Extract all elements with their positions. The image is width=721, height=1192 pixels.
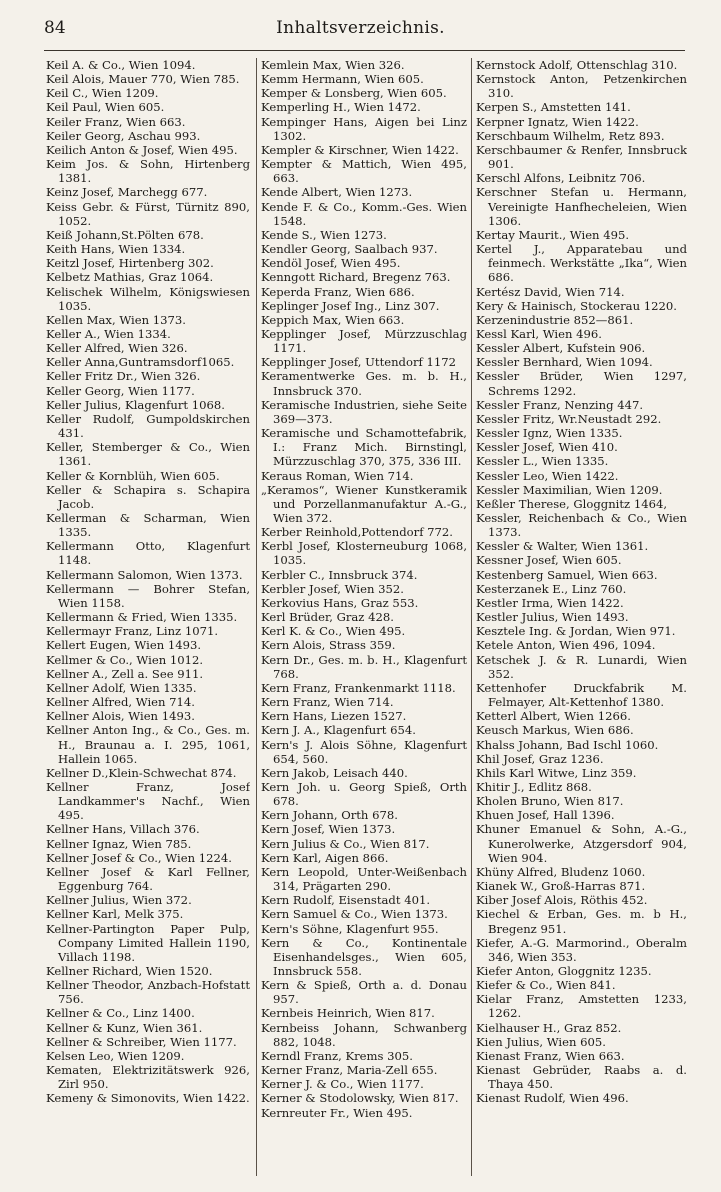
index-entry: Kielhauser H., Graz 852.	[476, 1020, 622, 1035]
index-entry: Kellner & Schreiber, Wien 1177.	[46, 1034, 237, 1049]
page-number: 84	[44, 18, 66, 38]
index-entry: Kellner Theodor, Anzbach-Hofstatt 756.	[46, 978, 250, 1007]
index-entry: Kellner Josef & Karl Fellner, Eggenburg 764.	[46, 864, 250, 894]
index-entry: Kellerman & Scharman, Wien 1335.	[46, 511, 250, 540]
index-entry: Kerl K. & Co., Wien 495.	[261, 624, 406, 639]
index-entry: Kern Josef, Wien 1373.	[261, 822, 396, 837]
index-entry: Kellermann Otto, Klagenfurt 1148.	[46, 539, 250, 568]
page-header	[0, 18, 721, 42]
index-entry: Kerl Brüder, Graz 428.	[261, 610, 394, 625]
index-entry: Kemm Hermann, Wien 605.	[261, 72, 424, 87]
index-entry: Kiefer & Co., Wien 841.	[476, 978, 616, 993]
index-entry: Kessler Ignz, Wien 1335.	[476, 426, 623, 441]
index-entry: Kertel J., Apparatebau und feinmech. Werkstätte „Ika“, Wien 686.	[476, 242, 687, 285]
index-entry: Kerpen S., Amstetten 141.	[476, 100, 631, 115]
index-entry: Kemperling H., Wien 1472.	[261, 100, 421, 115]
index-entry: Kesztele Ing. & Jordan, Wien 971.	[476, 624, 676, 639]
index-entry: Kessler, Reichenbach & Co., Wien 1373.	[476, 511, 687, 540]
index-entry: Kernreuter Fr., Wien 495.	[261, 1105, 413, 1120]
index-entry: Kern & Spieß, Orth a. d. Donau 957.	[261, 978, 467, 1007]
index-entry: Kessler Leo, Wien 1422.	[476, 468, 619, 483]
index-entry: Khil Josef, Graz 1236.	[476, 751, 604, 766]
index-entry: Kessner Josef, Wien 605.	[476, 553, 622, 568]
index-entry: Kern Julius & Co., Wien 817.	[261, 836, 430, 851]
index-entry: Keil Paul, Wien 605.	[46, 100, 165, 115]
index-entry: Kerkovius Hans, Graz 553.	[261, 595, 419, 610]
index-entry: „Keramos“, Wiener Kunstkeramik und Porzellanmanufaktur A.-G., Wien 372.	[261, 482, 467, 525]
index-entry: Khüny Alfred, Bludenz 1060.	[476, 864, 646, 879]
index-entry: Kempter & Mattich, Wien 495, 663.	[261, 157, 467, 186]
index-entry: Kettenhofer Druckfabrik M. Felmayer, Alt-Kettenhof 1380.	[476, 680, 687, 710]
index-entry: Kern Leopold, Unter-Weißenbach 314, Prägarten 290.	[261, 864, 467, 894]
index-entry: Kerndl Franz, Krems 305.	[261, 1048, 413, 1063]
index-entry: Kianek W., Groß-Harras 871.	[476, 879, 646, 894]
index-entry: Kepplinger Josef, Uttendorf 1172	[261, 355, 456, 370]
index-entry: Keller Julius, Klagenfurt 1068.	[46, 397, 225, 412]
index-entry: Kellner Alois, Wien 1493.	[46, 709, 195, 724]
index-entry: Kellermann Salomon, Wien 1373.	[46, 567, 243, 582]
index-entry: Kessler Maximilian, Wien 1209.	[476, 482, 663, 497]
index-entry: Kern Hans, Liezen 1527.	[261, 709, 407, 724]
index-entry: Keppich Max, Wien 663.	[261, 312, 405, 327]
index-entry: Kerschbaum Wilhelm, Retz 893.	[476, 128, 665, 143]
index-entry: Kernstock Anton, Petzenkirchen 310.	[476, 72, 687, 101]
index-entry: Kessler Bernhard, Wien 1094.	[476, 355, 653, 370]
index-entry: Kellmer & Co., Wien 1012.	[46, 652, 204, 667]
index-entry: Kern Franz, Wien 714.	[261, 695, 394, 710]
index-entry: Kern Dr., Ges. m. b. H., Klagenfurt 768.	[261, 652, 467, 681]
index-entry: Ketterl Albert, Wien 1266.	[476, 709, 631, 724]
index-entry: Kellner Richard, Wien 1520.	[46, 964, 213, 978]
index-entry: Keil A. & Co., Wien 1094.	[46, 58, 196, 72]
index-entry: Kenngott Richard, Bregenz 763.	[261, 270, 451, 285]
index-entry: Kerschbaumer & Renfer, Innsbruck 901.	[476, 142, 687, 172]
index-entry: Kertész David, Wien 714.	[476, 284, 625, 299]
index-entry: Kern Franz, Frankenmarkt 1118.	[261, 680, 456, 695]
index-entry: Kempinger Hans, Aigen bei Linz 1302.	[261, 114, 467, 143]
index-entry: Kellner Julius, Wien 372.	[46, 893, 192, 908]
index-entry: Kellner & Co., Linz 1400.	[46, 1006, 195, 1021]
index-entry: Keil C., Wien 1209.	[46, 86, 159, 101]
index-entry: Kestler Julius, Wien 1493.	[476, 610, 629, 625]
index-entry: Kellner Josef & Co., Wien 1224.	[46, 850, 232, 865]
index-entry: Kende S., Wien 1273.	[261, 227, 387, 242]
index-entry: Kende Albert, Wien 1273.	[261, 185, 413, 200]
index-entry: Kellner Franz, Josef Landkammer's Nachf., Wien 495.	[46, 779, 250, 823]
index-entry: Khalss Johann, Bad Ischl 1060.	[476, 737, 659, 752]
index-entry: Kematen, Elektrizitätswerk 926, Zirl 950.	[46, 1063, 250, 1092]
index-entry: Kernbeiss Johann, Schwanberg 882, 1048.	[261, 1020, 467, 1049]
index-entry: Ketschek J. & R. Lunardi, Wien 352.	[476, 652, 687, 681]
index-entry: Kellermann — Bohrer Stefan, Wien 1158.	[46, 581, 250, 610]
index-entry: Kendler Georg, Saalbach 937.	[261, 242, 438, 257]
index-entry: Kessler Josef, Wien 410.	[476, 440, 618, 455]
index-entry: Kemper & Lonsberg, Wien 605.	[261, 86, 447, 101]
index-entry: Kern's Söhne, Klagenfurt 955.	[261, 921, 439, 936]
index-entry: Kellner A., Zell a. See 911.	[46, 666, 204, 681]
index-entry: Kery & Hainisch, Stockerau 1220.	[476, 298, 677, 313]
index-entry: Kienast Franz, Wien 663.	[476, 1048, 625, 1063]
index-entry: Keplinger Josef Ing., Linz 307.	[261, 298, 440, 313]
index-entry: Khuner Emanuel & Sohn, A.-G., Kunerolwerke, Atzgersdorf 904, Wien 904.	[476, 822, 687, 865]
index-entry: Keller Rudolf, Gumpoldskirchen 431.	[46, 411, 250, 441]
index-entry: Keller A., Wien 1334.	[46, 326, 171, 341]
index-entry: Kern Jakob, Leisach 440.	[261, 765, 408, 780]
index-entry: Keith Hans, Wien 1334.	[46, 242, 186, 257]
index-entry: Kienast Rudolf, Wien 496.	[476, 1091, 629, 1106]
index-entry: Kellner Anton Ing., & Co., Ges. m. H., Braunau a. I. 295, 1061, Hallein 1065.	[46, 723, 250, 766]
index-entry: Kellner Adolf, Wien 1335.	[46, 680, 197, 695]
index-entry: Kertay Maurit., Wien 495.	[476, 227, 630, 242]
column-divider	[256, 58, 257, 1176]
index-entry: Kienast Gebrüder, Raabs a. d. Thaya 450.	[476, 1063, 687, 1092]
index-entry: Kholen Bruno, Wien 817.	[476, 794, 624, 809]
index-entry: Keusch Markus, Wien 686.	[476, 723, 634, 738]
index-entry: Kessler Franz, Nenzing 447.	[476, 397, 644, 412]
index-entry: Kerner J. & Co., Wien 1177.	[261, 1077, 424, 1092]
index-entry: Kernbeis Heinrich, Wien 817.	[261, 1006, 435, 1021]
index-entry: Kende F. & Co., Komm.-Ges. Wien 1548.	[261, 199, 467, 228]
index-entry: Keiler Georg, Aschau 993.	[46, 128, 201, 143]
index-entry: Keiler Franz, Wien 663.	[46, 114, 186, 129]
index-entry: Keller Anna,Guntramsdorf1065.	[46, 355, 235, 370]
index-entry: Kempler & Kirschner, Wien 1422.	[261, 142, 459, 157]
index-entry: Kiechel & Erban, Ges. m. b H., Bregenz 951.	[476, 907, 687, 936]
index-entry: Kellermann & Fried, Wien 1335.	[46, 610, 238, 625]
index-entry: Keperda Franz, Wien 686.	[261, 284, 415, 299]
index-entry: Kessler Albert, Kufstein 906.	[476, 341, 646, 356]
index-entry: Keramentwerke Ges. m. b. H., Innsbruck 370.	[261, 369, 467, 398]
index-entry: Kern Joh. u. Georg Spieß, Orth 678.	[261, 779, 467, 809]
index-entry: Keller Fritz Dr., Wien 326.	[46, 369, 201, 384]
index-entry: Kerbler Josef, Wien 352.	[261, 581, 404, 596]
index-entry: Keramische Industrien, siehe Seite 369—373.	[261, 397, 467, 426]
index-entry: Kendöl Josef, Wien 495.	[261, 256, 401, 271]
index-entry: Kestler Irma, Wien 1422.	[476, 595, 624, 610]
index-entry: Kessl Karl, Wien 496.	[476, 326, 602, 341]
index-entry: Kellner-Partington Paper Pulp, Company Limited Hallein 1190, Villach 1198.	[46, 921, 250, 964]
index-entry: Keiß Johann,St.Pölten 678.	[46, 227, 204, 242]
index-entry: Keller & Schapira s. Schapira Jacob.	[46, 482, 250, 511]
index-entry: Keßler Therese, Gloggnitz 1464,	[476, 496, 668, 511]
index-entry: Keller Alfred, Wien 326.	[46, 341, 188, 356]
index-entry: Kemeny & Simonovits, Wien 1422.	[46, 1091, 250, 1106]
index-entry: Kiefer Anton, Gloggnitz 1235.	[476, 964, 652, 978]
index-entry: Keinz Josef, Marchegg 677.	[46, 185, 208, 200]
index-entry: Kepplinger Josef, Mürzzuschlag 1171.	[261, 326, 467, 356]
index-entry: Kessler Fritz, Wr.Neustadt 292.	[476, 411, 662, 426]
index-entry: Kellermayr Franz, Linz 1071.	[46, 624, 219, 639]
index-entry: Kesterzanek E., Linz 760.	[476, 581, 627, 596]
index-entry: Kemlein Max, Wien 326.	[261, 58, 405, 72]
index-entry: Kellert Eugen, Wien 1493.	[46, 638, 202, 653]
index-entry: Kern Alois, Strass 359.	[261, 638, 396, 653]
index-entry: Kessler Brüder, Wien 1297, Schrems 1292.	[476, 369, 687, 398]
page-title: Inhaltsverzeichnis.	[276, 18, 445, 38]
index-entry: Keramische und Schamottefabrik, I.: Franz Mich. Birnstingl, Mürzzuschlag 370, 375, 336 III.	[261, 426, 467, 469]
index-entry: Kerschl Alfons, Leibnitz 706.	[476, 171, 646, 186]
index-entry: Khils Karl Witwe, Linz 359.	[476, 765, 637, 780]
index-entry: Kelbetz Mathias, Graz 1064.	[46, 270, 214, 285]
index-entry: Keller Georg, Wien 1177.	[46, 383, 195, 398]
index-entry: Keraus Roman, Wien 714.	[261, 468, 414, 483]
index-entry: Keilich Anton & Josef, Wien 495.	[46, 142, 238, 157]
index-entry: Keil Alois, Mauer 770, Wien 785.	[46, 72, 240, 87]
index-entry: Kessler L., Wien 1335.	[476, 454, 609, 469]
header-rule	[44, 50, 685, 51]
index-entry: Kellner D.,Klein-Schwechat 874.	[46, 765, 237, 780]
index-entry: Kiefer, A.-G. Marmorind., Oberalm 346, Wien 353.	[476, 935, 687, 964]
index-entry: Kerbler C., Innsbruck 374.	[261, 567, 418, 582]
index-entry: Kellner Hans, Villach 376.	[46, 822, 200, 837]
index-entry: Kielar Franz, Amstetten 1233, 1262.	[476, 992, 687, 1021]
index-entry: Kern & Co., Kontinentale Eisenhandelsges., Wien 605, Innsbruck 558.	[261, 935, 467, 978]
index-entry: Kiber Josef Alois, Röthis 452.	[476, 893, 648, 908]
index-entry: Kellner Karl, Melk 375.	[46, 907, 184, 922]
index-entry: Kern Samuel & Co., Wien 1373.	[261, 907, 448, 922]
index-entry: Kern Johann, Orth 678.	[261, 808, 398, 823]
index-column-1	[46, 58, 250, 1180]
index-entry: Kellner & Kunz, Wien 361.	[46, 1020, 203, 1035]
index-entry: Kern Rudolf, Eisenstadt 401.	[261, 893, 431, 908]
index-entry: Khitir J., Edlitz 868.	[476, 779, 592, 794]
index-entry: Keim Jos. & Sohn, Hirtenberg 1381.	[46, 157, 250, 186]
index-column-3	[476, 58, 687, 1180]
index-entry: Kessler & Walter, Wien 1361.	[476, 539, 649, 554]
index-entry: Kern Karl, Aigen 866.	[261, 850, 389, 865]
index-entry: Kellen Max, Wien 1373.	[46, 312, 186, 327]
index-entry: Keiss Gebr. & Fürst, Türnitz 890, 1052.	[46, 199, 250, 228]
index-entry: Kerner & Stodolowsky, Wien 817.	[261, 1091, 459, 1106]
index-entry: Kerner Franz, Maria-Zell 655.	[261, 1063, 438, 1078]
index-entry: Kerber Reinhold,Pottendorf 772.	[261, 525, 453, 540]
index-entry: Keitzl Josef, Hirtenberg 302.	[46, 256, 214, 271]
index-column-2	[261, 58, 467, 1180]
column-divider	[471, 58, 472, 1176]
index-entry: Kellner Ignaz, Wien 785.	[46, 836, 192, 851]
index-entry: Kien Julius, Wien 605.	[476, 1034, 606, 1049]
index-entry: Kern's J. Alois Söhne, Klagenfurt 654, 560.	[261, 737, 467, 766]
index-entry: Keller & Kornblüh, Wien 605.	[46, 468, 220, 483]
index-entry: Keller, Stemberger & Co., Wien 1361.	[46, 440, 250, 469]
index-entry: Kelischek Wilhelm, Königswiesen 1035.	[46, 284, 250, 313]
index-entry: Kern J. A., Klagenfurt 654.	[261, 723, 416, 738]
index-entry: Kellner Alfred, Wien 714.	[46, 695, 195, 710]
index-entry: Ketele Anton, Wien 496, 1094.	[476, 638, 656, 653]
index-entry: Kerbl Josef, Klosterneuburg 1068, 1035.	[261, 539, 467, 568]
index-entry: Kelsen Leo, Wien 1209.	[46, 1048, 185, 1063]
index-entry: Kernstock Adolf, Ottenschlag 310.	[476, 58, 678, 72]
index-entry: Khuen Josef, Hall 1396.	[476, 808, 615, 823]
index-entry: Kerpner Ignatz, Wien 1422.	[476, 114, 639, 129]
index-entry: Kestenberg Samuel, Wien 663.	[476, 567, 658, 582]
index-entry: Kerschner Stefan u. Hermann, Vereinigte Hanfhecheleien, Wien 1306.	[476, 185, 687, 228]
index-entry: Kerzenindustrie 852—861.	[476, 312, 634, 327]
